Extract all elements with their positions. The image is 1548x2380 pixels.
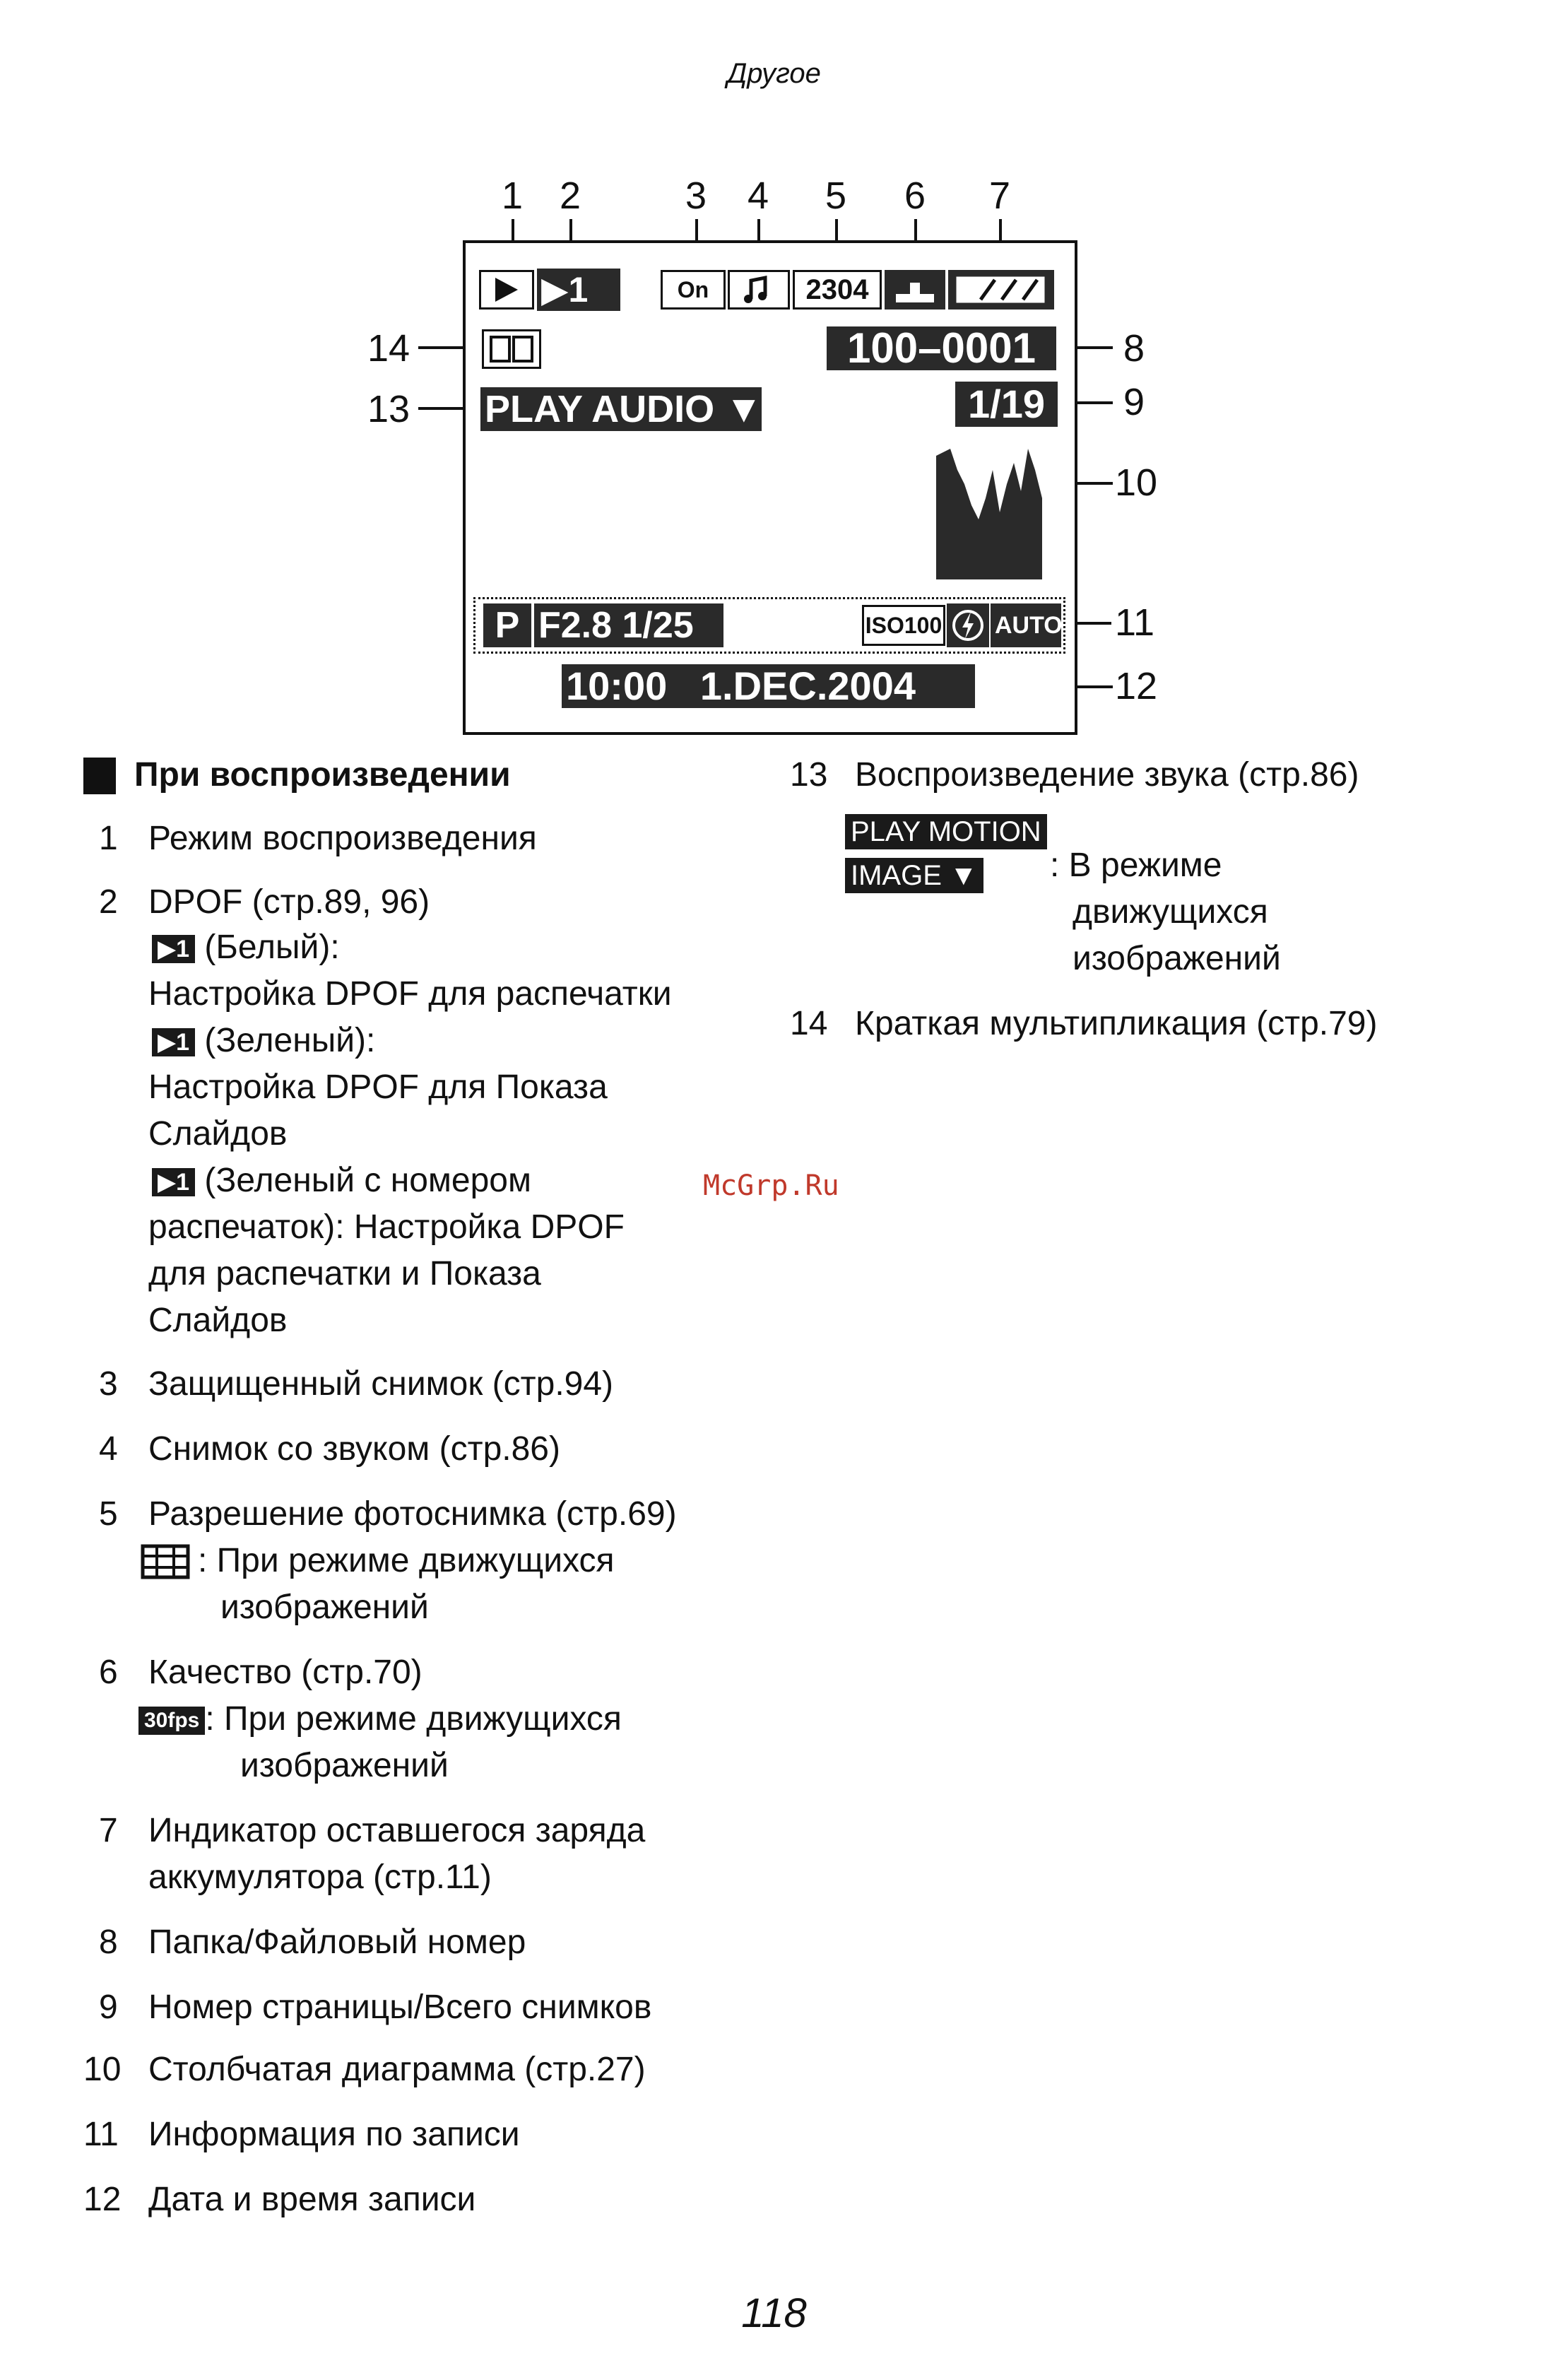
callout-7: 7 <box>989 175 1011 217</box>
play-motion-badge: PLAY MOTION <box>845 814 1047 849</box>
white-balance-label: AUTO <box>991 603 1061 647</box>
exposure-label: F2.8 1/25 <box>534 603 723 647</box>
callout-4: 4 <box>748 175 769 217</box>
audio-icon <box>728 270 790 310</box>
item-number: 10 <box>83 2051 122 2088</box>
play-mode-icon <box>479 270 534 310</box>
item-number: 11 <box>83 2116 119 2153</box>
item-number: 13 <box>790 756 828 794</box>
item-sub: изображений <box>1073 940 1281 977</box>
item-text: Индикатор оставшегося заряда <box>148 1812 646 1849</box>
item-sub: : В режиме <box>1050 847 1222 884</box>
page-count: 1/19 <box>955 382 1058 427</box>
item-text: Качество (стр.70) <box>148 1654 423 1691</box>
callout-12: 12 <box>1115 665 1158 707</box>
dpof-number: 1 <box>568 270 589 310</box>
flash-icon <box>947 603 989 647</box>
item-number: 1 <box>99 820 118 857</box>
callout-3: 3 <box>685 175 707 217</box>
item-text: Защищенный снимок (стр.94) <box>148 1365 614 1403</box>
item-number: 2 <box>99 883 118 921</box>
callout-6: 6 <box>904 175 926 217</box>
item-text: Режим воспроизведения <box>148 820 537 857</box>
item-sub: : При режиме движущихся <box>198 1542 615 1579</box>
dpof-white-line: ▶1 (Белый): <box>152 924 340 971</box>
protect-icon: On <box>661 270 726 310</box>
item-sub-line: 30fps : При режиме движущихся <box>138 1696 622 1743</box>
battery-icon <box>948 270 1054 310</box>
dpof-desc: для распечатки и Показа <box>148 1255 541 1292</box>
fps-badge: 30fps <box>138 1707 205 1735</box>
item-sub: изображений <box>240 1747 449 1784</box>
dpof-desc: Слайдов <box>148 1115 288 1153</box>
callout-5: 5 <box>825 175 847 217</box>
item-number: 5 <box>99 1495 118 1533</box>
item-text: Номер страницы/Всего снимков <box>148 1989 652 2026</box>
quality-icon <box>885 270 945 310</box>
item-number: 14 <box>790 1005 828 1042</box>
iso-label: ISO100 <box>862 605 945 646</box>
resolution-badge: 2304 <box>793 270 882 310</box>
callout-1: 1 <box>502 175 524 217</box>
dpof-desc: Настройка DPOF для Показа <box>148 1068 608 1106</box>
page-header: Другое <box>727 58 821 89</box>
item-number: 12 <box>83 2181 122 2218</box>
film-icon <box>138 1542 192 1581</box>
watermark: McGrp.Ru <box>703 1170 839 1202</box>
item-number: 6 <box>99 1654 118 1691</box>
item-sub: изображений <box>220 1589 429 1626</box>
item-text: Информация по записи <box>148 2116 520 2153</box>
section-bullet <box>83 758 116 794</box>
dpof-green-num-line: ▶1 (Зеленый с номером <box>152 1157 531 1204</box>
mode-label: P <box>483 603 531 647</box>
dpof-desc: Слайдов <box>148 1302 288 1339</box>
callout-14: 14 <box>367 327 410 370</box>
section-title: При воспроизведении <box>134 756 511 794</box>
dpof-green-line: ▶1 (Зеленый): <box>152 1018 375 1064</box>
dpof-icon: ▶1 <box>537 269 620 311</box>
item-text: Столбчатая диаграмма (стр.27) <box>148 2051 646 2088</box>
dpof-icon-inline: ▶1 <box>152 1168 195 1196</box>
item-text: Дата и время записи <box>148 2181 476 2218</box>
page-number: 118 <box>741 2290 807 2336</box>
callout-10: 10 <box>1115 461 1158 504</box>
histogram <box>936 442 1042 579</box>
callout-13: 13 <box>367 388 410 430</box>
item-sub: движущихся <box>1073 893 1268 931</box>
callout-8: 8 <box>1123 327 1145 370</box>
item-number: 7 <box>99 1812 118 1849</box>
file-number: 100–0001 <box>827 326 1056 370</box>
dpof-icon-inline: ▶1 <box>152 935 195 963</box>
item-number: 8 <box>99 1924 118 1961</box>
datetime-label: 10:00 1.DEC.2004 <box>562 664 975 708</box>
dpof-desc: Настройка DPOF для распечатки <box>148 975 672 1013</box>
item-text-cont: аккумулятора (стр.11) <box>148 1858 492 1896</box>
callout-11: 11 <box>1115 601 1155 644</box>
item-text: Снимок со звуком (стр.86) <box>148 1430 560 1468</box>
item-number: 9 <box>99 1989 118 2026</box>
dpof-desc: распечаток): Настройка DPOF <box>148 1208 625 1246</box>
item-text: Краткая мультипликация (стр.79) <box>855 1005 1378 1042</box>
item-text: Папка/Файловый номер <box>148 1924 526 1961</box>
dpof-icon-inline: ▶1 <box>152 1028 195 1056</box>
item-text: DPOF (стр.89, 96) <box>148 883 430 921</box>
animation-icon <box>482 329 541 369</box>
play-audio-label: PLAY AUDIO ▼ <box>480 387 762 431</box>
callout-9: 9 <box>1123 381 1145 423</box>
item-number: 3 <box>99 1365 118 1403</box>
item-text: Воспроизведение звука (стр.86) <box>855 756 1359 794</box>
item-text: Разрешение фотоснимка (стр.69) <box>148 1495 677 1533</box>
callout-2: 2 <box>560 175 581 217</box>
item-number: 4 <box>99 1430 118 1468</box>
image-badge: IMAGE ▼ <box>845 858 983 893</box>
